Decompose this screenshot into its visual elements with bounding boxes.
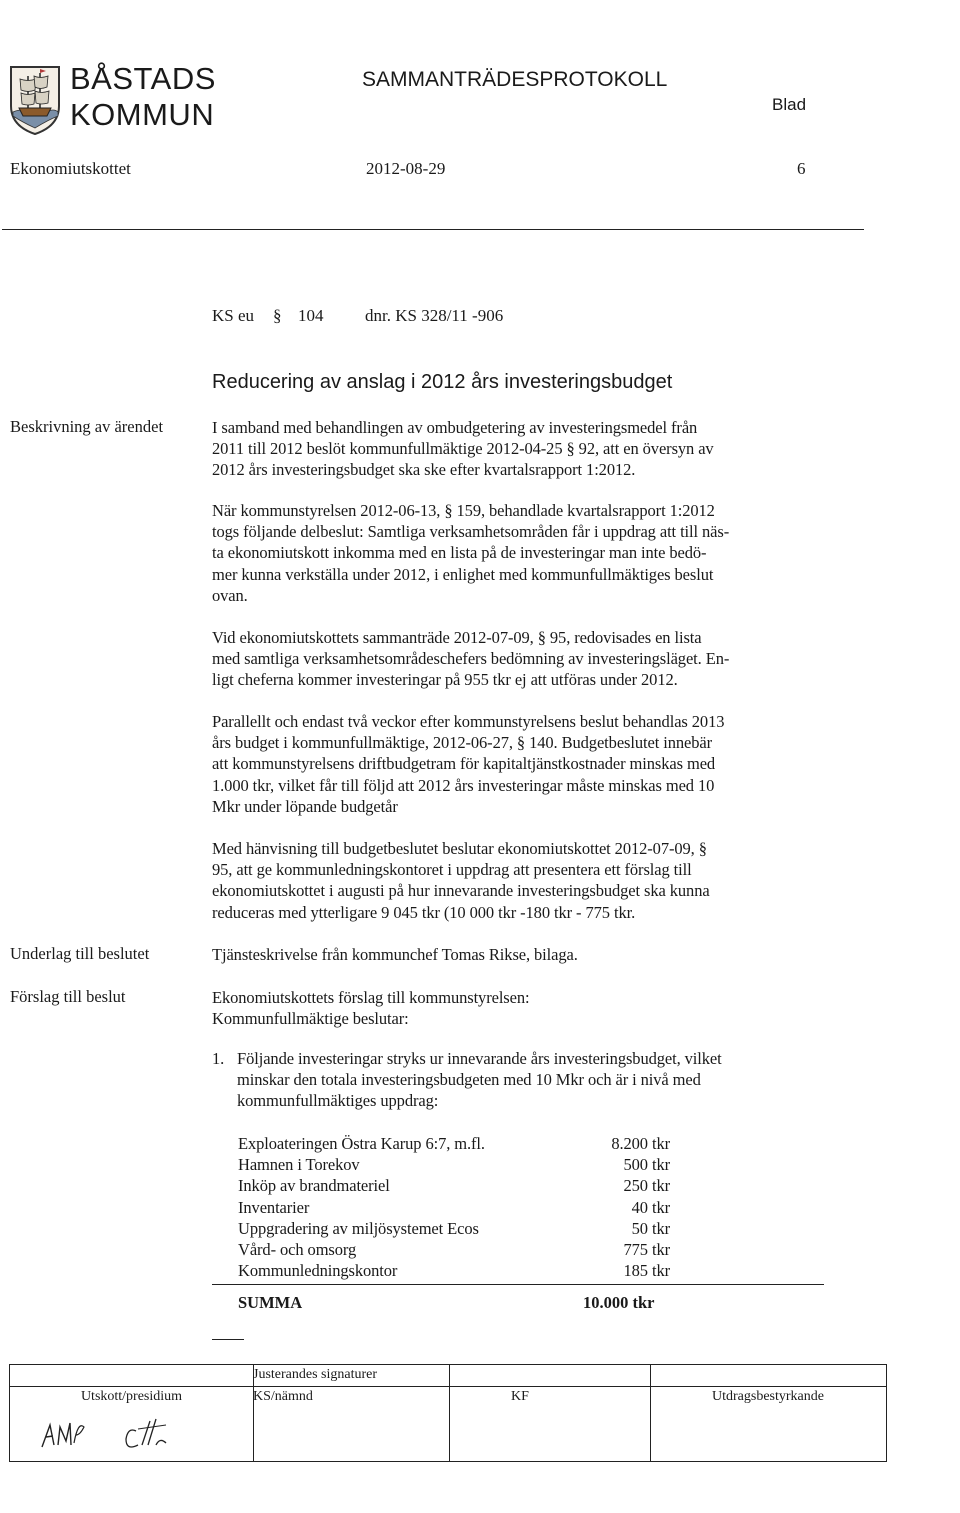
investment-row: Exploateringen Östra Karup 6:7, m.fl. 8.200 tkr (238, 1134, 670, 1153)
paragraph-4: Parallellt och endast två veckor efter kommunstyrelsens beslut behandlas 2013 års budget i kommunfullmäktige, 2012-06-27, § 140. Budgetbeslutet innebär att kommunstyrelsens driftbudgetram för kapitaltjänstkostnader minskas med 1.000 tkr, vilket får till följd att 2012 års investeringar måste minskas med 10 Mkr under löpande budgetår (212, 712, 725, 816)
signature-col-certification: Utdragsbestyrkande (712, 1389, 824, 1404)
paragraph-3: Vid ekonomiutskottets sammanträde 2012-07-09, § 95, redovisades en lista med samtliga verksamhetsområdeschefers bedömning av investeringsläget. En- ligt cheferna kommer investeringar på 955 tkr ej att utföras under 2012. (212, 628, 730, 690)
paragraph-5: Med hänvisning till budgetbeslutet beslutar ekonomiutskottet 2012-07-09, § 95, att ge kommunledningskontoret i uppdrag att presentera ett förslag till ekonomiutskottet i augusti på hur innevarande investeringsbudget ska kunna reduceras med ytterligare 9 045 tkr (10 000 tkr -180 tkr - 775 tkr. (212, 839, 710, 922)
blad-label: Blad (772, 95, 807, 114)
case-ks-eu: KS eu (212, 306, 255, 325)
case-title: Reducering av anslag i 2012 års investeringsbudget (212, 371, 673, 393)
list-item-text: Följande investeringar stryks ur innevarande års investeringsbudget, vilket minskar den totala investeringsbudgeten med 10 Mkr och är i nivå med kommunfullmäktiges uppdrag: (237, 1049, 722, 1111)
investment-row: Inköp av brandmateriel 250 tkr (238, 1176, 670, 1196)
short-rule (212, 1339, 244, 1340)
sum-label: SUMMA (238, 1293, 303, 1312)
signature-col-committee: Utskott/presidium (80, 1389, 183, 1404)
paragraph-2: När kommunstyrelsen 2012-06-13, § 159, behandlade kvartalsrapport 1:2012 togs följande delbeslut: Samtliga verksamhetsområden får i uppdrag att till näs- ta ekonomiutskott inkomma med en lista på de investeringar man inte bedö- mer kunna verkställa under 2012, i enlighet med kommunfullmäktiges beslut ovan. (212, 501, 730, 605)
committee-name: Ekonomiutskottet (10, 159, 131, 178)
proposal-intro: Ekonomiutskottets förslag till kommunstyrelsen: Kommunfullmäktige beslutar: (212, 988, 530, 1029)
sum-divider (212, 1284, 824, 1285)
diary-number: dnr. KS 328/11 -906 (365, 306, 504, 325)
signature-header: Justerandes signaturer (253, 1367, 378, 1382)
section-number: 104 (298, 306, 324, 325)
sum-amount: 10.000 tkr (583, 1293, 655, 1312)
org-name-line2: KOMMUN (70, 97, 215, 132)
handwritten-signature (40, 1415, 220, 1457)
signature-col-kf: KF (511, 1389, 529, 1404)
investment-row: Inventarier 40 tkr (238, 1197, 670, 1217)
header-divider (2, 229, 864, 230)
paragraph-1: I samband med behandlingen av ombudgetering av investeringsmedel från 2011 till 2012 beslöt kommunfullmäktige 2012-04-25 § 92, att en översyn av 2012 års investeringsbudget ska ske efter kvartalsrapport 1:2012. (212, 418, 714, 480)
municipality-logo (8, 64, 62, 136)
page-number: 6 (797, 159, 806, 178)
list-item-number: 1. (212, 1049, 225, 1068)
label-proposal: Förslag till beslut (10, 987, 126, 1006)
investment-row: Vård- och omsorg 775 tkr (238, 1239, 670, 1259)
investment-row: Hamnen i Torekov 500 tkr (238, 1155, 670, 1175)
label-description: Beskrivning av ärendet (10, 417, 164, 436)
investment-row: Uppgradering av miljösystemet Ecos 50 tkr (238, 1218, 670, 1238)
org-name-line1: BÅSTADS (70, 61, 216, 96)
investment-list (238, 1133, 670, 1281)
document-type: SAMMANTRÄDESPROTOKOLL (362, 68, 668, 91)
label-basis: Underlag till beslutet (10, 944, 150, 963)
investment-row: Kommunledningskontor 185 tkr (238, 1261, 670, 1281)
signature-table (9, 1364, 887, 1462)
meeting-date: 2012-08-29 (366, 159, 446, 178)
basis-text: Tjänsteskrivelse från kommunchef Tomas Rikse, bilaga. (212, 945, 578, 964)
section-sign: § (273, 306, 282, 325)
signature-col-ks: KS/nämnd (253, 1389, 313, 1404)
